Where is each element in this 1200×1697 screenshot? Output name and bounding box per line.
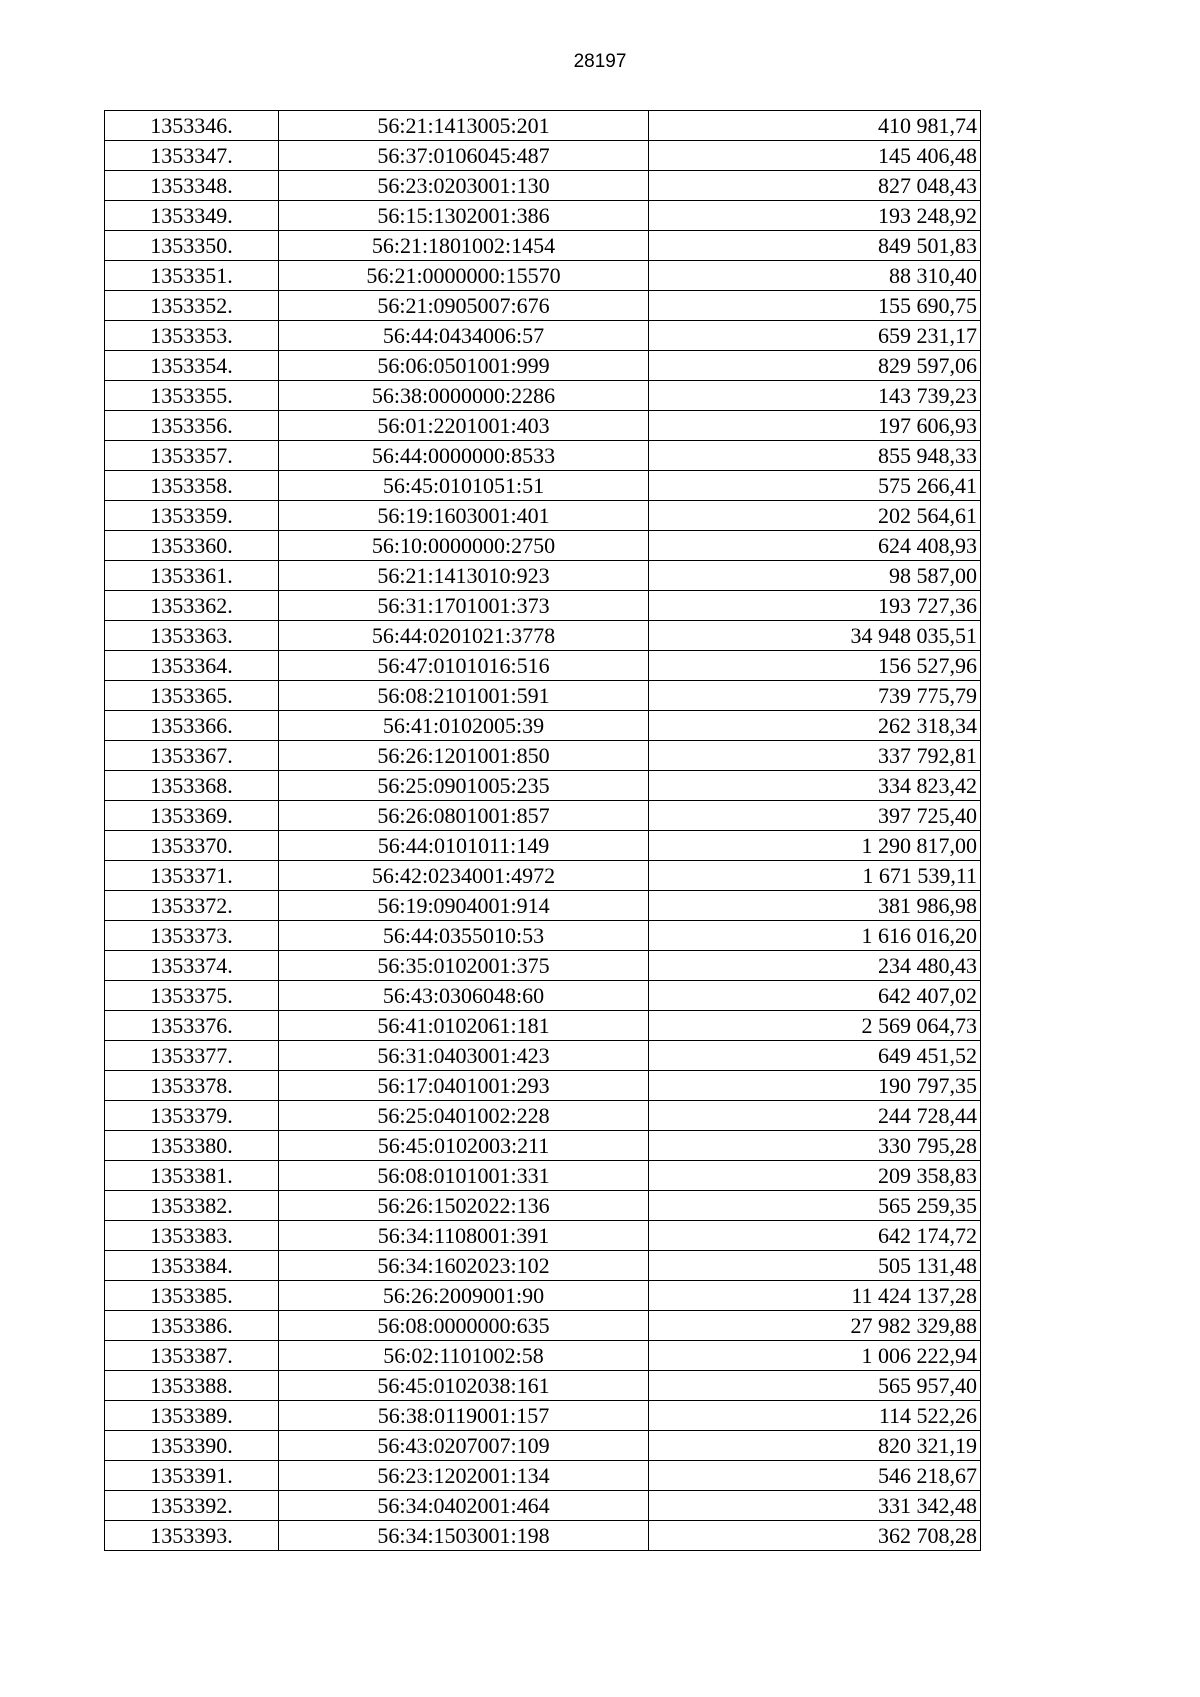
row-number-cell: 1353376. — [105, 1011, 279, 1041]
row-number-cell: 1353353. — [105, 321, 279, 351]
cadastral-number-cell: 56:34:1503001:198 — [279, 1521, 649, 1551]
table-row — [105, 1041, 981, 1071]
row-number-cell: 1353367. — [105, 741, 279, 771]
table-row — [105, 1071, 981, 1101]
table-row — [105, 381, 981, 411]
table-row — [105, 321, 981, 351]
cadastral-value-cell: 659 231,17 — [649, 321, 981, 351]
row-number-cell: 1353384. — [105, 1251, 279, 1281]
table-row — [105, 1221, 981, 1251]
row-number-cell: 1353377. — [105, 1041, 279, 1071]
row-number-cell: 1353385. — [105, 1281, 279, 1311]
table-row — [105, 1371, 981, 1401]
table-row — [105, 1251, 981, 1281]
table-row — [105, 1101, 981, 1131]
row-number-cell: 1353390. — [105, 1431, 279, 1461]
table-row — [105, 1521, 981, 1551]
cadastral-value-cell: 505 131,48 — [649, 1251, 981, 1281]
cadastral-number-cell: 56:31:1701001:373 — [279, 591, 649, 621]
row-number-cell: 1353393. — [105, 1521, 279, 1551]
cadastral-number-cell: 56:08:0101001:331 — [279, 1161, 649, 1191]
row-number-cell: 1353389. — [105, 1401, 279, 1431]
table-row — [105, 651, 981, 681]
row-number-cell: 1353379. — [105, 1101, 279, 1131]
cadastral-value-cell: 829 597,06 — [649, 351, 981, 381]
table-row — [105, 891, 981, 921]
cadastral-number-cell: 56:38:0000000:2286 — [279, 381, 649, 411]
row-number-cell: 1353381. — [105, 1161, 279, 1191]
cadastral-number-cell: 56:41:0102061:181 — [279, 1011, 649, 1041]
cadastral-number-cell: 56:38:0119001:157 — [279, 1401, 649, 1431]
table-row — [105, 1161, 981, 1191]
row-number-cell: 1353369. — [105, 801, 279, 831]
table-row — [105, 1311, 981, 1341]
cadastral-number-cell: 56:17:0401001:293 — [279, 1071, 649, 1101]
row-number-cell: 1353391. — [105, 1461, 279, 1491]
table-row — [105, 771, 981, 801]
cadastral-value-cell: 642 174,72 — [649, 1221, 981, 1251]
cadastral-value-table — [104, 110, 981, 1551]
cadastral-value-cell: 98 587,00 — [649, 561, 981, 591]
row-number-cell: 1353359. — [105, 501, 279, 531]
row-number-cell: 1353378. — [105, 1071, 279, 1101]
cadastral-number-cell: 56:25:0901005:235 — [279, 771, 649, 801]
cadastral-number-cell: 56:44:0434006:57 — [279, 321, 649, 351]
table-row — [105, 231, 981, 261]
row-number-cell: 1353354. — [105, 351, 279, 381]
cadastral-value-cell: 234 480,43 — [649, 951, 981, 981]
cadastral-value-cell: 849 501,83 — [649, 231, 981, 261]
table-row — [105, 831, 981, 861]
cadastral-number-cell: 56:34:1602023:102 — [279, 1251, 649, 1281]
table-row — [105, 1431, 981, 1461]
row-number-cell: 1353386. — [105, 1311, 279, 1341]
cadastral-number-cell: 56:08:2101001:591 — [279, 681, 649, 711]
table-row — [105, 621, 981, 651]
cadastral-number-cell: 56:26:1201001:850 — [279, 741, 649, 771]
cadastral-number-cell: 56:23:0203001:130 — [279, 171, 649, 201]
cadastral-value-cell: 565 259,35 — [649, 1191, 981, 1221]
cadastral-value-cell: 331 342,48 — [649, 1491, 981, 1521]
cadastral-number-cell: 56:41:0102005:39 — [279, 711, 649, 741]
cadastral-value-cell: 362 708,28 — [649, 1521, 981, 1551]
cadastral-number-cell: 56:42:0234001:4972 — [279, 861, 649, 891]
cadastral-number-cell: 56:44:0201021:3778 — [279, 621, 649, 651]
table-row — [105, 801, 981, 831]
table-row — [105, 1491, 981, 1521]
cadastral-value-cell: 337 792,81 — [649, 741, 981, 771]
cadastral-value-cell: 820 321,19 — [649, 1431, 981, 1461]
cadastral-number-cell: 56:26:2009001:90 — [279, 1281, 649, 1311]
cadastral-value-cell: 624 408,93 — [649, 531, 981, 561]
table-row — [105, 741, 981, 771]
table-row — [105, 351, 981, 381]
cadastral-value-cell: 827 048,43 — [649, 171, 981, 201]
cadastral-value-cell: 114 522,26 — [649, 1401, 981, 1431]
cadastral-value-cell: 155 690,75 — [649, 291, 981, 321]
cadastral-number-cell: 56:15:1302001:386 — [279, 201, 649, 231]
cadastral-value-cell: 1 671 539,11 — [649, 861, 981, 891]
row-number-cell: 1353387. — [105, 1341, 279, 1371]
cadastral-number-cell: 56:19:0904001:914 — [279, 891, 649, 921]
cadastral-value-cell: 11 424 137,28 — [649, 1281, 981, 1311]
cadastral-number-cell: 56:31:0403001:423 — [279, 1041, 649, 1071]
table-row — [105, 1341, 981, 1371]
cadastral-value-cell: 1 290 817,00 — [649, 831, 981, 861]
row-number-cell: 1353383. — [105, 1221, 279, 1251]
table-row — [105, 951, 981, 981]
table-row — [105, 561, 981, 591]
table-row — [105, 1011, 981, 1041]
row-number-cell: 1353364. — [105, 651, 279, 681]
cadastral-number-cell: 56:35:0102001:375 — [279, 951, 649, 981]
table-row — [105, 861, 981, 891]
cadastral-value-cell: 642 407,02 — [649, 981, 981, 1011]
cadastral-number-cell: 56:08:0000000:635 — [279, 1311, 649, 1341]
cadastral-value-cell: 193 727,36 — [649, 591, 981, 621]
table-row — [105, 591, 981, 621]
row-number-cell: 1353375. — [105, 981, 279, 1011]
cadastral-number-cell: 56:43:0207007:109 — [279, 1431, 649, 1461]
cadastral-number-cell: 56:45:0101051:51 — [279, 471, 649, 501]
table-row — [105, 1281, 981, 1311]
row-number-cell: 1353380. — [105, 1131, 279, 1161]
table-row — [105, 171, 981, 201]
cadastral-value-cell: 262 318,34 — [649, 711, 981, 741]
row-number-cell: 1353366. — [105, 711, 279, 741]
cadastral-number-cell: 56:21:0000000:15570 — [279, 261, 649, 291]
cadastral-number-cell: 56:10:0000000:2750 — [279, 531, 649, 561]
cadastral-value-cell: 190 797,35 — [649, 1071, 981, 1101]
table-row — [105, 681, 981, 711]
cadastral-number-cell: 56:45:0102038:161 — [279, 1371, 649, 1401]
cadastral-number-cell: 56:21:1801002:1454 — [279, 231, 649, 261]
cadastral-value-cell: 565 957,40 — [649, 1371, 981, 1401]
cadastral-number-cell: 56:43:0306048:60 — [279, 981, 649, 1011]
table-row — [105, 291, 981, 321]
cadastral-value-cell: 143 739,23 — [649, 381, 981, 411]
table-row — [105, 471, 981, 501]
cadastral-value-cell: 546 218,67 — [649, 1461, 981, 1491]
cadastral-number-cell: 56:02:1101002:58 — [279, 1341, 649, 1371]
cadastral-number-cell: 56:21:1413010:923 — [279, 561, 649, 591]
row-number-cell: 1353358. — [105, 471, 279, 501]
cadastral-number-cell: 56:21:1413005:201 — [279, 111, 649, 141]
cadastral-value-cell: 244 728,44 — [649, 1101, 981, 1131]
row-number-cell: 1353388. — [105, 1371, 279, 1401]
cadastral-number-cell: 56:26:1502022:136 — [279, 1191, 649, 1221]
row-number-cell: 1353374. — [105, 951, 279, 981]
row-number-cell: 1353373. — [105, 921, 279, 951]
row-number-cell: 1353356. — [105, 411, 279, 441]
table-row — [105, 111, 981, 141]
page-number: 28197 — [573, 51, 627, 72]
cadastral-value-cell: 27 982 329,88 — [649, 1311, 981, 1341]
cadastral-value-cell: 1 616 016,20 — [649, 921, 981, 951]
table-row — [105, 1191, 981, 1221]
row-number-cell: 1353372. — [105, 891, 279, 921]
cadastral-value-cell: 34 948 035,51 — [649, 621, 981, 651]
row-number-cell: 1353392. — [105, 1491, 279, 1521]
cadastral-value-cell: 649 451,52 — [649, 1041, 981, 1071]
cadastral-value-cell: 739 775,79 — [649, 681, 981, 711]
table-row — [105, 261, 981, 291]
row-number-cell: 1353370. — [105, 831, 279, 861]
cadastral-number-cell: 56:45:0102003:211 — [279, 1131, 649, 1161]
cadastral-number-cell: 56:23:1202001:134 — [279, 1461, 649, 1491]
table-row — [105, 501, 981, 531]
row-number-cell: 1353360. — [105, 531, 279, 561]
row-number-cell: 1353349. — [105, 201, 279, 231]
row-number-cell: 1353347. — [105, 141, 279, 171]
table-row — [105, 1401, 981, 1431]
cadastral-number-cell: 56:44:0101011:149 — [279, 831, 649, 861]
cadastral-number-cell: 56:34:1108001:391 — [279, 1221, 649, 1251]
cadastral-number-cell: 56:37:0106045:487 — [279, 141, 649, 171]
cadastral-value-cell: 156 527,96 — [649, 651, 981, 681]
cadastral-value-cell: 330 795,28 — [649, 1131, 981, 1161]
table-body — [105, 111, 981, 1551]
cadastral-value-cell: 145 406,48 — [649, 141, 981, 171]
cadastral-value-cell: 88 310,40 — [649, 261, 981, 291]
cadastral-value-cell: 334 823,42 — [649, 771, 981, 801]
table-row — [105, 921, 981, 951]
row-number-cell: 1353346. — [105, 111, 279, 141]
cadastral-value-cell: 202 564,61 — [649, 501, 981, 531]
cadastral-number-cell: 56:47:0101016:516 — [279, 651, 649, 681]
cadastral-number-cell: 56:44:0000000:8533 — [279, 441, 649, 471]
cadastral-number-cell: 56:26:0801001:857 — [279, 801, 649, 831]
row-number-cell: 1353352. — [105, 291, 279, 321]
row-number-cell: 1353350. — [105, 231, 279, 261]
cadastral-value-cell: 1 006 222,94 — [649, 1341, 981, 1371]
row-number-cell: 1353361. — [105, 561, 279, 591]
table-row — [105, 711, 981, 741]
cadastral-number-cell: 56:34:0402001:464 — [279, 1491, 649, 1521]
cadastral-value-cell: 575 266,41 — [649, 471, 981, 501]
cadastral-value-cell: 193 248,92 — [649, 201, 981, 231]
cadastral-value-cell: 2 569 064,73 — [649, 1011, 981, 1041]
cadastral-number-cell: 56:25:0401002:228 — [279, 1101, 649, 1131]
cadastral-number-cell: 56:01:2201001:403 — [279, 411, 649, 441]
row-number-cell: 1353362. — [105, 591, 279, 621]
cadastral-value-cell: 197 606,93 — [649, 411, 981, 441]
cadastral-value-cell: 410 981,74 — [649, 111, 981, 141]
table-row — [105, 981, 981, 1011]
table-row — [105, 1131, 981, 1161]
table-row — [105, 411, 981, 441]
cadastral-number-cell: 56:06:0501001:999 — [279, 351, 649, 381]
row-number-cell: 1353368. — [105, 771, 279, 801]
cadastral-number-cell: 56:44:0355010:53 — [279, 921, 649, 951]
table-row — [105, 441, 981, 471]
cadastral-number-cell: 56:21:0905007:676 — [279, 291, 649, 321]
row-number-cell: 1353351. — [105, 261, 279, 291]
cadastral-value-cell: 397 725,40 — [649, 801, 981, 831]
row-number-cell: 1353357. — [105, 441, 279, 471]
row-number-cell: 1353348. — [105, 171, 279, 201]
table-row — [105, 531, 981, 561]
row-number-cell: 1353355. — [105, 381, 279, 411]
table-row — [105, 1461, 981, 1491]
row-number-cell: 1353363. — [105, 621, 279, 651]
cadastral-value-cell: 209 358,83 — [649, 1161, 981, 1191]
table-row — [105, 141, 981, 171]
cadastral-number-cell: 56:19:1603001:401 — [279, 501, 649, 531]
row-number-cell: 1353382. — [105, 1191, 279, 1221]
cadastral-value-cell: 381 986,98 — [649, 891, 981, 921]
cadastral-value-cell: 855 948,33 — [649, 441, 981, 471]
row-number-cell: 1353371. — [105, 861, 279, 891]
row-number-cell: 1353365. — [105, 681, 279, 711]
table-row — [105, 201, 981, 231]
